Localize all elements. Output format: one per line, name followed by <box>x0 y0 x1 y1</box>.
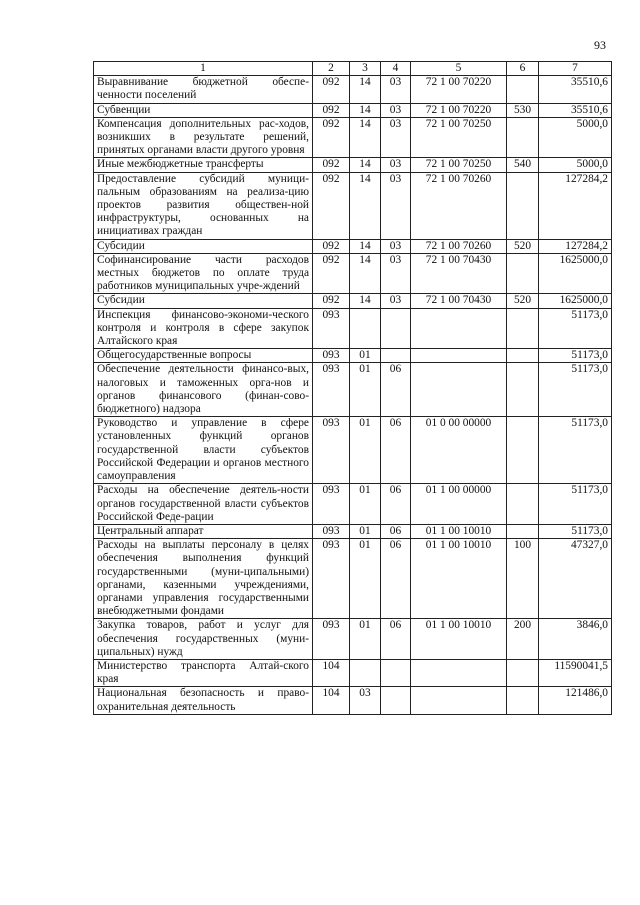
cell-vr <box>507 349 539 363</box>
table-row <box>94 172 612 239</box>
cell-rz <box>350 308 381 349</box>
cell-name: Компенсация дополнительных рас-ходов, возникших в результате решений, принятых органами власти другого уровня <box>94 117 313 158</box>
cell-csr: 01 0 00 00000 <box>411 417 507 484</box>
cell-adm: 092 <box>313 103 350 117</box>
cell-amount: 121486,0 <box>539 687 612 714</box>
cell-amount: 11590041,5 <box>539 659 612 686</box>
cell-rz: 14 <box>350 117 381 158</box>
cell-csr <box>411 687 507 714</box>
cell-vr: 540 <box>507 158 539 172</box>
cell-adm: 092 <box>313 239 350 253</box>
table-row <box>94 76 612 103</box>
cell-rz: 01 <box>350 349 381 363</box>
cell-pr: 03 <box>381 239 411 253</box>
cell-name: Софинансирование части расходов местных бюджетов по оплате труда работников муниципальных учре-ждений <box>94 253 313 294</box>
cell-adm: 092 <box>313 294 350 308</box>
cell-pr <box>381 687 411 714</box>
cell-name: Расходы на обеспечение деятель-ности органов государственной власти субъектов Российской Феде-рации <box>94 484 313 525</box>
cell-rz: 14 <box>350 172 381 239</box>
cell-vr <box>507 76 539 103</box>
cell-amount: 51173,0 <box>539 363 612 417</box>
cell-pr: 03 <box>381 253 411 294</box>
cell-vr: 520 <box>507 294 539 308</box>
cell-csr <box>411 363 507 417</box>
cell-csr: 72 1 00 70260 <box>411 172 507 239</box>
cell-vr <box>507 417 539 484</box>
table-row <box>94 539 612 619</box>
cell-amount: 5000,0 <box>539 117 612 158</box>
cell-rz: 14 <box>350 103 381 117</box>
cell-name: Центральный аппарат <box>94 524 313 538</box>
table-row <box>94 363 612 417</box>
cell-adm: 093 <box>313 363 350 417</box>
cell-adm: 093 <box>313 619 350 660</box>
cell-rz: 01 <box>350 417 381 484</box>
cell-adm: 093 <box>313 349 350 363</box>
cell-csr: 01 1 00 10010 <box>411 524 507 538</box>
cell-name: Инспекция финансово-экономи-ческого контроля и контроля в сфере закупок Алтайского края <box>94 308 313 349</box>
cell-vr <box>507 253 539 294</box>
column-header: 4 <box>381 62 411 76</box>
cell-csr: 01 1 00 00000 <box>411 484 507 525</box>
column-header: 3 <box>350 62 381 76</box>
cell-amount: 51173,0 <box>539 484 612 525</box>
cell-vr: 100 <box>507 539 539 619</box>
table-row <box>94 417 612 484</box>
cell-adm: 093 <box>313 539 350 619</box>
cell-csr: 72 1 00 70220 <box>411 76 507 103</box>
cell-pr: 03 <box>381 294 411 308</box>
cell-vr: 530 <box>507 103 539 117</box>
cell-amount: 35510,6 <box>539 103 612 117</box>
table-row <box>94 239 612 253</box>
cell-amount: 35510,6 <box>539 76 612 103</box>
cell-rz: 14 <box>350 158 381 172</box>
cell-name: Закупка товаров, работ и услуг для обеспечения государственных (муни-ципальных) нужд <box>94 619 313 660</box>
cell-amount: 1625000,0 <box>539 253 612 294</box>
cell-adm: 092 <box>313 117 350 158</box>
cell-vr: 520 <box>507 239 539 253</box>
cell-csr: 72 1 00 70260 <box>411 239 507 253</box>
cell-name: Субсидии <box>94 239 313 253</box>
column-header: 2 <box>313 62 350 76</box>
table-row <box>94 253 612 294</box>
cell-csr: 01 1 00 10010 <box>411 619 507 660</box>
cell-name: Национальная безопасность и право-охранительная деятельность <box>94 687 313 714</box>
cell-name: Иные межбюджетные трансферты <box>94 158 313 172</box>
cell-rz: 03 <box>350 687 381 714</box>
table-row <box>94 117 612 158</box>
column-header: 7 <box>539 62 612 76</box>
cell-adm: 092 <box>313 253 350 294</box>
cell-pr <box>381 308 411 349</box>
cell-csr: 72 1 00 70250 <box>411 117 507 158</box>
cell-pr: 06 <box>381 619 411 660</box>
cell-amount: 51173,0 <box>539 524 612 538</box>
cell-rz: 14 <box>350 294 381 308</box>
cell-amount: 51173,0 <box>539 308 612 349</box>
cell-vr <box>507 172 539 239</box>
cell-rz: 01 <box>350 524 381 538</box>
cell-name: Выравнивание бюджетной обеспе-ченности поселений <box>94 76 313 103</box>
cell-csr <box>411 659 507 686</box>
cell-vr <box>507 363 539 417</box>
cell-pr: 03 <box>381 76 411 103</box>
cell-rz: 14 <box>350 76 381 103</box>
table-row <box>94 619 612 660</box>
cell-rz: 14 <box>350 239 381 253</box>
cell-adm: 093 <box>313 308 350 349</box>
cell-adm: 104 <box>313 687 350 714</box>
column-header: 5 <box>411 62 507 76</box>
cell-csr <box>411 308 507 349</box>
cell-csr <box>411 349 507 363</box>
cell-csr: 01 1 00 10010 <box>411 539 507 619</box>
table-row <box>94 294 612 308</box>
cell-pr <box>381 659 411 686</box>
table-row <box>94 308 612 349</box>
cell-adm: 093 <box>313 484 350 525</box>
cell-amount: 5000,0 <box>539 158 612 172</box>
cell-adm: 093 <box>313 524 350 538</box>
table-body <box>94 76 612 715</box>
table-row <box>94 349 612 363</box>
cell-vr <box>507 524 539 538</box>
cell-vr <box>507 687 539 714</box>
cell-csr: 72 1 00 70430 <box>411 294 507 308</box>
column-header: 1 <box>94 62 313 76</box>
cell-name: Руководство и управление в сфере установленных функций органов государственной власти субъектов Российской Федерации и органов местного самоуправления <box>94 417 313 484</box>
cell-adm: 092 <box>313 76 350 103</box>
cell-amount: 51173,0 <box>539 417 612 484</box>
cell-amount: 3846,0 <box>539 619 612 660</box>
cell-rz: 01 <box>350 363 381 417</box>
cell-amount: 127284,2 <box>539 172 612 239</box>
cell-name: Субвенции <box>94 103 313 117</box>
cell-name: Расходы на выплаты персоналу в целях обеспечения выполнения функций государственными (муни-ципальными) органами, казенными учреждениями, органами управления государственными внебюджетными фондами <box>94 539 313 619</box>
cell-vr <box>507 308 539 349</box>
cell-amount: 1625000,0 <box>539 294 612 308</box>
cell-amount: 127284,2 <box>539 239 612 253</box>
table-row <box>94 687 612 714</box>
cell-pr: 03 <box>381 103 411 117</box>
cell-csr: 72 1 00 70250 <box>411 158 507 172</box>
cell-rz: 01 <box>350 484 381 525</box>
cell-adm: 104 <box>313 659 350 686</box>
cell-pr: 06 <box>381 524 411 538</box>
table-row <box>94 103 612 117</box>
cell-pr <box>381 349 411 363</box>
column-header: 6 <box>507 62 539 76</box>
cell-adm: 092 <box>313 172 350 239</box>
cell-rz: 14 <box>350 253 381 294</box>
budget-table <box>93 61 612 715</box>
page-number: 93 <box>594 38 606 52</box>
cell-pr: 03 <box>381 117 411 158</box>
table-row <box>94 659 612 686</box>
cell-pr: 06 <box>381 417 411 484</box>
cell-adm: 093 <box>313 417 350 484</box>
cell-csr: 72 1 00 70220 <box>411 103 507 117</box>
cell-rz <box>350 659 381 686</box>
cell-pr: 06 <box>381 484 411 525</box>
cell-vr <box>507 659 539 686</box>
cell-name: Министерство транспорта Алтай-ского края <box>94 659 313 686</box>
cell-pr: 03 <box>381 172 411 239</box>
cell-pr: 03 <box>381 158 411 172</box>
cell-name: Субсидии <box>94 294 313 308</box>
cell-vr <box>507 484 539 525</box>
cell-amount: 51173,0 <box>539 349 612 363</box>
table-row <box>94 524 612 538</box>
cell-rz: 01 <box>350 539 381 619</box>
cell-name: Обеспечение деятельности финансо-вых, налоговых и таможенных орга-нов и органов финансового (финан-сово-бюджетного) надзора <box>94 363 313 417</box>
table-row <box>94 484 612 525</box>
cell-pr: 06 <box>381 363 411 417</box>
cell-adm: 092 <box>313 158 350 172</box>
cell-vr: 200 <box>507 619 539 660</box>
cell-amount: 47327,0 <box>539 539 612 619</box>
cell-name: Предоставление субсидий муници-пальным образованиям на реализа-цию проектов развития обществен-ной инфраструктуры, основанных на инициативах граждан <box>94 172 313 239</box>
table-row <box>94 158 612 172</box>
cell-rz: 01 <box>350 619 381 660</box>
cell-vr <box>507 117 539 158</box>
cell-pr: 06 <box>381 539 411 619</box>
header-row <box>94 62 612 76</box>
cell-name: Общегосударственные вопросы <box>94 349 313 363</box>
cell-csr: 72 1 00 70430 <box>411 253 507 294</box>
